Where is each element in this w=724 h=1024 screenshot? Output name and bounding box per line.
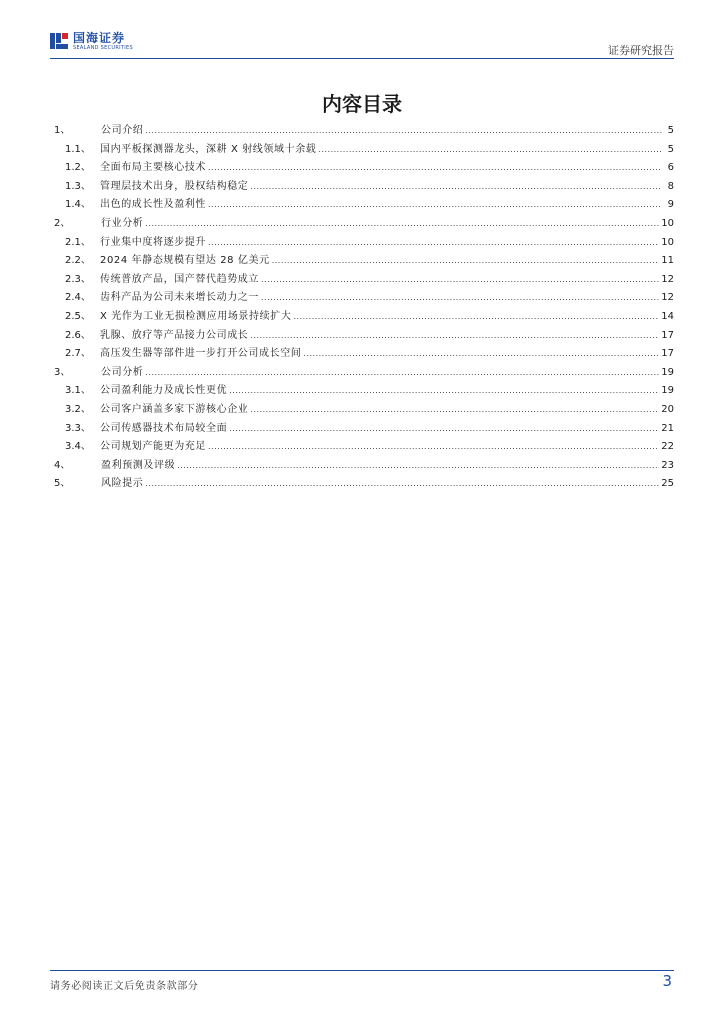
toc-entry[interactable]: [50, 177, 674, 196]
toc-entry-page: 6: [667, 162, 674, 174]
toc-leader-dots: [208, 442, 659, 451]
toc-entry-label: X 光作为工业无损检测应用场景持续扩大: [100, 310, 292, 322]
toc-entry-page: 5: [667, 143, 674, 155]
toc-leader-dots: [145, 368, 659, 377]
toc-entry-number: 2.2、: [65, 255, 91, 267]
toc-entry-page: 10: [661, 236, 674, 248]
toc-entry[interactable]: [50, 456, 674, 475]
toc-entry[interactable]: [50, 344, 674, 363]
toc-entry-page: 19: [661, 366, 674, 378]
table-of-contents: [50, 121, 674, 493]
toc-entry-number: 2.6、: [65, 329, 91, 341]
toc-entry-number: 3.2、: [65, 403, 91, 415]
toc-entry-number: 3.3、: [65, 422, 91, 434]
logo-en-text: SEALAND SECURITIES: [73, 44, 133, 51]
logo-cn-text: 国海证券: [73, 30, 126, 45]
toc-entry-page: 8: [667, 180, 674, 192]
toc-entry-page: 17: [661, 348, 674, 360]
toc-entry-label: 行业分析: [101, 217, 144, 229]
toc-leader-dots: [261, 293, 659, 302]
logo-mark-icon: [50, 32, 68, 50]
toc-entry[interactable]: [50, 419, 674, 438]
toc-entry[interactable]: [50, 307, 674, 326]
toc-entry[interactable]: [50, 381, 674, 400]
footer-disclaimer: 请务必阅读正文后免责条款部分: [50, 981, 199, 992]
toc-entry[interactable]: [50, 288, 674, 307]
toc-entry[interactable]: [50, 214, 674, 233]
toc-entry-label: 2024 年静态规模有望达 28 亿美元: [100, 255, 270, 267]
toc-entry-label: 齿科产品为公司未来增长动力之一: [100, 292, 259, 304]
toc-entry-number: 2.4、: [65, 292, 91, 304]
toc-leader-dots: [145, 479, 659, 488]
toc-entry-label: 国内平板探测器龙头，深耕 X 射线领域十余载: [100, 143, 317, 155]
toc-entry[interactable]: [50, 363, 674, 382]
toc-entry[interactable]: [50, 195, 674, 214]
toc-entry[interactable]: [50, 400, 674, 419]
toc-entry-page: 25: [661, 478, 674, 490]
toc-entry-number: 1.3、: [65, 180, 91, 192]
toc-entry[interactable]: [50, 326, 674, 345]
toc-entry-number: 2.1、: [65, 236, 91, 248]
toc-leader-dots: [229, 386, 659, 395]
toc-entry-label: 管理层技术出身，股权结构稳定: [100, 180, 249, 192]
toc-entry-label: 公司分析: [101, 366, 144, 378]
toc-entry-page: 20: [661, 403, 674, 415]
toc-entry-page: 19: [661, 385, 674, 397]
toc-entry-page: 9: [667, 199, 674, 211]
toc-entry-number: 2、: [54, 217, 71, 229]
toc-entry-label: 高压发生器等部件进一步打开公司成长空间: [100, 348, 302, 360]
toc-entry[interactable]: [50, 437, 674, 456]
toc-entry-number: 3、: [54, 366, 71, 378]
toc-leader-dots: [250, 182, 662, 191]
page-title: 内容目录: [322, 92, 402, 116]
toc-entry-number: 2.3、: [65, 273, 91, 285]
toc-leader-dots: [261, 275, 659, 284]
toc-entry-page: 5: [667, 125, 674, 136]
toc-leader-dots: [272, 256, 660, 265]
toc-entry[interactable]: [50, 251, 674, 270]
toc-leader-dots: [208, 238, 659, 247]
toc-entry-number: 2.7、: [65, 348, 91, 360]
toc-entry-label: 全面布局主要核心技术: [100, 162, 206, 174]
toc-leader-dots: [208, 163, 662, 172]
toc-entry[interactable]: [50, 121, 674, 140]
toc-leader-dots: [229, 424, 659, 433]
company-logo: [50, 28, 133, 54]
toc-entry-label: 公司规划产能更为充足: [100, 441, 206, 453]
toc-entry-page: 23: [661, 459, 674, 471]
toc-entry[interactable]: [50, 233, 674, 252]
toc-entry-number: 3.1、: [65, 385, 91, 397]
header-divider: [50, 58, 674, 59]
toc-entry-page: 22: [661, 441, 674, 453]
toc-leader-dots: [145, 219, 659, 228]
toc-entry-page: 21: [661, 422, 674, 434]
toc-entry-page: 12: [661, 273, 674, 285]
page-number: 3: [662, 972, 672, 990]
toc-leader-dots: [145, 126, 662, 135]
toc-entry-page: 10: [661, 217, 674, 229]
toc-entry-label: 公司客户涵盖多家下游核心企业: [100, 403, 249, 415]
page-header: [50, 28, 674, 58]
toc-entry-label: 公司盈利能力及成长性更优: [100, 385, 228, 397]
toc-entry-label: 盈利预测及评级: [101, 459, 176, 471]
toc-entry-label: 出色的成长性及盈利性: [100, 199, 206, 211]
toc-entry-number: 1.4、: [65, 199, 91, 211]
footer-divider: [50, 970, 674, 971]
toc-entry[interactable]: [50, 474, 674, 493]
toc-leader-dots: [318, 145, 662, 154]
toc-entry-number: 3.4、: [65, 441, 91, 453]
toc-entry-page: 12: [661, 292, 674, 304]
toc-leader-dots: [250, 405, 659, 414]
toc-entry-number: 1、: [54, 125, 71, 136]
toc-entry-number: 5、: [54, 478, 71, 490]
toc-leader-dots: [250, 331, 659, 340]
toc-entry-number: 1.1、: [65, 143, 91, 155]
toc-entry-page: 11: [661, 255, 674, 267]
toc-entry-label: 行业集中度将逐步提升: [100, 236, 206, 248]
toc-leader-dots: [177, 461, 659, 470]
toc-entry[interactable]: [50, 158, 674, 177]
toc-entry-page: 14: [661, 310, 674, 322]
toc-entry[interactable]: [50, 270, 674, 289]
toc-entry[interactable]: [50, 140, 674, 159]
toc-entry-page: 17: [661, 329, 674, 341]
toc-entry-label: 公司介绍: [101, 125, 144, 136]
toc-entry-label: 风险提示: [101, 478, 144, 490]
toc-entry-label: 公司传感器技术布局较全面: [100, 422, 228, 434]
toc-entry-label: 乳腺、放疗等产品接力公司成长: [100, 329, 249, 341]
toc-leader-dots: [208, 200, 662, 209]
report-type-label: 证券研究报告: [608, 44, 674, 57]
toc-entry-number: 4、: [54, 459, 71, 471]
toc-leader-dots: [293, 312, 659, 321]
toc-entry-label: 传统普放产品，国产替代趋势成立: [100, 273, 259, 285]
toc-entry-number: 2.5、: [65, 310, 91, 322]
toc-entry-number: 1.2、: [65, 162, 91, 174]
toc-leader-dots: [303, 349, 659, 358]
